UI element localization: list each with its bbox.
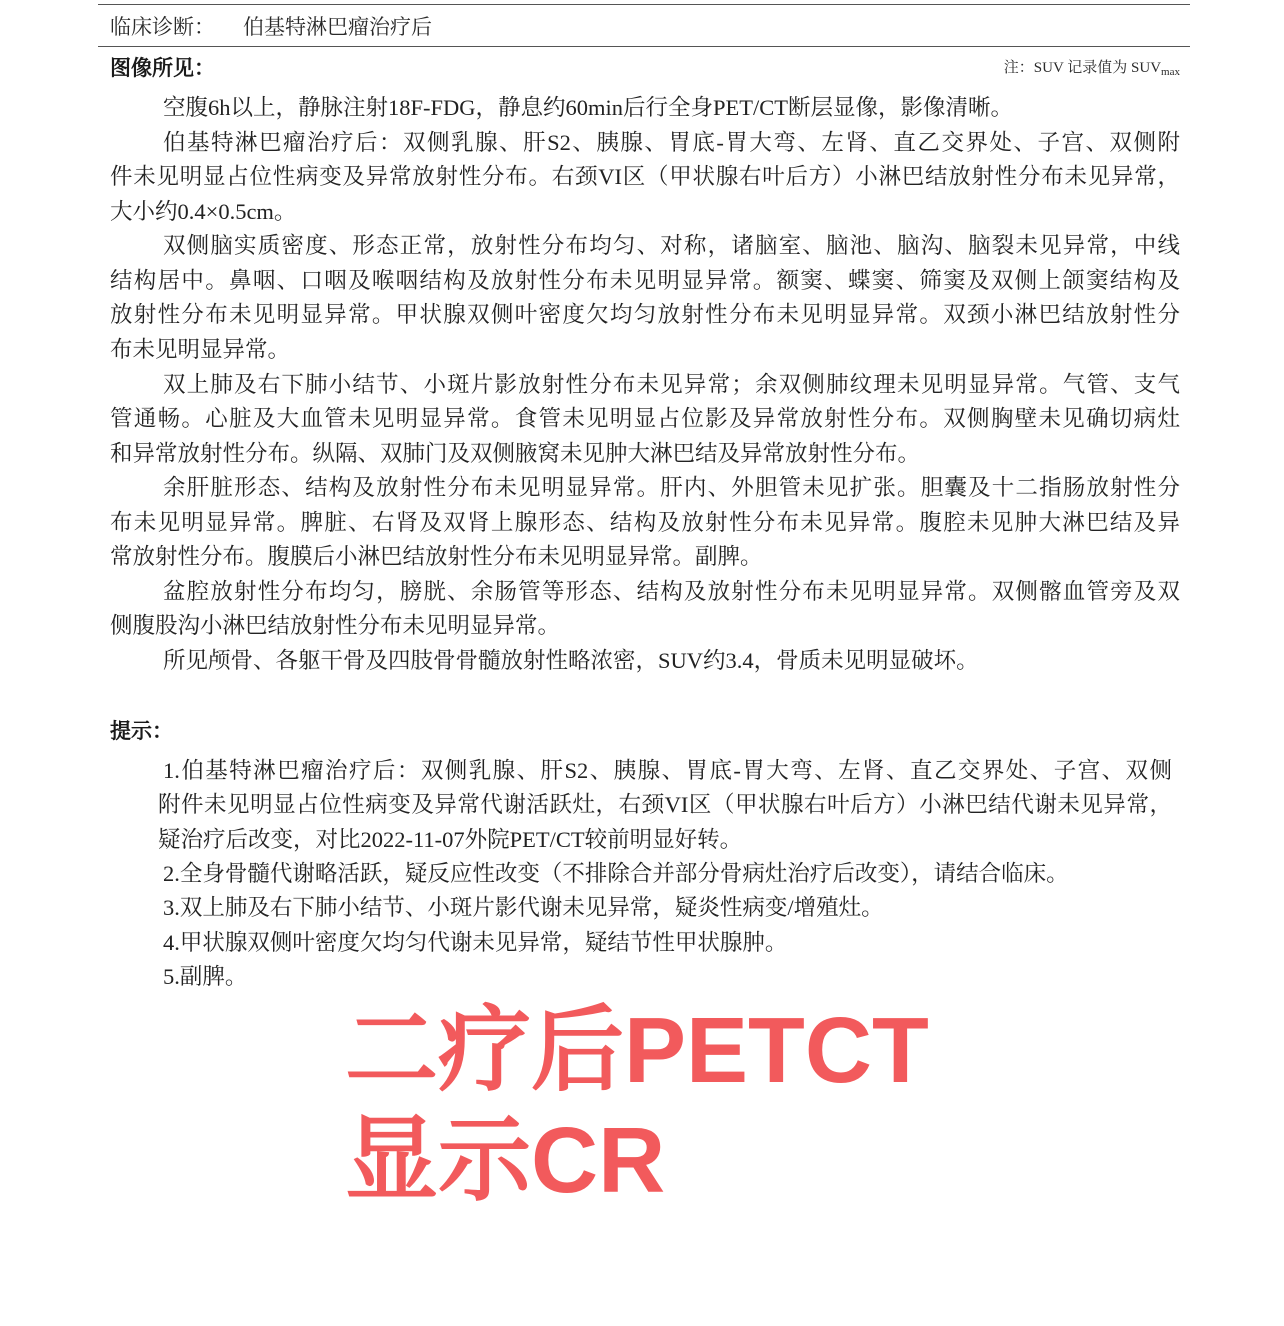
findings-line: 双上肺及右下肺小结节、小斑片影放射性分布未见异常；余双侧肺纹理未见明显异常。气管、支气 xyxy=(163,371,1180,397)
findings-line: 管通畅。心脏及大血管未见明显异常。食管未见明显占位影及异常放射性分布。双侧胸壁未见确切病灶 xyxy=(110,406,1180,432)
red-annotation-line: 显示CR xyxy=(345,1108,666,1212)
findings-line: 空腹6h以上，静脉注射18F-FDG，静息约60min后行全身PET/CT断层显像，影像清晰。 xyxy=(163,95,1014,120)
impression-item xyxy=(158,960,1172,994)
findings-paragraph xyxy=(110,575,1180,644)
impression-item xyxy=(158,926,1172,960)
findings-line: 结构居中。鼻咽、口咽及喉咽结构及放射性分布未见明显异常。额窦、蝶窦、筛窦及双侧上颌窦结构及 xyxy=(110,267,1180,293)
findings-paragraph xyxy=(110,644,1180,679)
diagnosis-value: 伯基特淋巴瘤治疗后 xyxy=(243,15,432,39)
findings-line: 双侧脑实质密度、形态正常，放射性分布均匀、对称，诸脑室、脑池、脑沟、脑裂未见异常，中线 xyxy=(163,233,1180,259)
findings-line: 放射性分布未见明显异常。甲状腺双侧叶密度欠均匀放射性分布未见明显异常。双颈小淋巴结放射性分 xyxy=(110,302,1180,328)
findings-line: 侧腹股沟小淋巴结放射性分布未见明显异常。 xyxy=(110,613,561,639)
impression-line: 1.伯基特淋巴瘤治疗后：双侧乳腺、肝S2、胰腺、胃底-胃大弯、左肾、直乙交界处、子宫、双侧 xyxy=(163,758,1172,783)
findings-paragraph xyxy=(110,368,1180,472)
findings-paragraph xyxy=(110,126,1180,230)
top-divider xyxy=(98,4,1190,5)
findings-paragraph xyxy=(110,91,1180,126)
impression-list xyxy=(158,754,1172,994)
findings-line: 余肝脏形态、结构及放射性分布未见明显异常。肝内、外胆管未见扩张。胆囊及十二指肠放射性分 xyxy=(163,475,1180,501)
findings-line: 布未见明显异常。 xyxy=(110,336,291,362)
findings-paragraph xyxy=(110,471,1180,575)
suv-note-subscript: max xyxy=(1161,66,1180,78)
findings-title: 图像所见： xyxy=(110,56,215,80)
findings-line: 常放射性分布。腹膜后小淋巴结放射性分布未见明显异常。副脾。 xyxy=(110,544,763,570)
impression-line: 4.甲状腺双侧叶密度欠均匀代谢未见异常，疑结节性甲状腺肿。 xyxy=(163,929,788,955)
findings-line: 伯基特淋巴瘤治疗后：双侧乳腺、肝S2、胰腺、胃底-胃大弯、左肾、直乙交界处、子宫、双侧附 xyxy=(163,129,1180,155)
impression-title: 提示： xyxy=(110,719,173,743)
impression-line: 5.副脾。 xyxy=(163,963,248,989)
findings-line: 布未见明显异常。脾脏、右肾及双肾上腺形态、结构及放射性分布未见异常。腹腔未见肿大淋巴结及异 xyxy=(110,509,1180,535)
impression-item xyxy=(158,754,1172,857)
impression-line: 3.双上肺及右下肺小结节、小斑片影代谢未见异常，疑炎性病变/增殖灶。 xyxy=(163,895,884,921)
findings-line: 和异常放射性分布。纵隔、双肺门及双侧腋窝未见肿大淋巴结及异常放射性分布。 xyxy=(110,440,921,466)
findings-line: 盆腔放射性分布均匀，膀胱、余肠管等形态、结构及放射性分布未见明显异常。双侧髂血管旁及双 xyxy=(163,578,1180,604)
header-divider xyxy=(98,46,1190,47)
impression-item xyxy=(158,891,1172,925)
findings-body xyxy=(110,91,1180,679)
findings-line: 所见颅骨、各躯干骨及四肢骨骨髓放射性略浓密，SUV约3.4，骨质未见明显破坏。 xyxy=(163,648,979,673)
red-annotation-line: 二疗后PETCT xyxy=(345,998,929,1102)
impression-line: 附件未见明显占位性病变及异常代谢活跃灶，右颈VI区（甲状腺右叶后方）小淋巴结代谢未见异常， xyxy=(158,792,1172,818)
diagnosis-label: 临床诊断： xyxy=(110,15,215,39)
findings-line: 大小约0.4×0.5cm。 xyxy=(110,198,297,224)
impression-item xyxy=(158,857,1172,891)
red-annotation xyxy=(345,995,929,1215)
suv-note xyxy=(1004,58,1180,79)
impression-line: 疑治疗后改变，对比2022-11-07外院PET/CT较前明显好转。 xyxy=(158,826,743,852)
findings-paragraph xyxy=(110,229,1180,367)
impression-line: 2.全身骨髓代谢略活跃，疑反应性改变（不排除合并部分骨病灶治疗后改变），请结合临床。 xyxy=(163,860,1069,886)
findings-line: 件未见明显占位性病变及异常放射性分布。右颈VI区（甲状腺右叶后方）小淋巴结放射性分布未见异常， xyxy=(110,164,1180,190)
suv-note-text: 注：SUV 记录值为 SUV xyxy=(1003,60,1162,76)
